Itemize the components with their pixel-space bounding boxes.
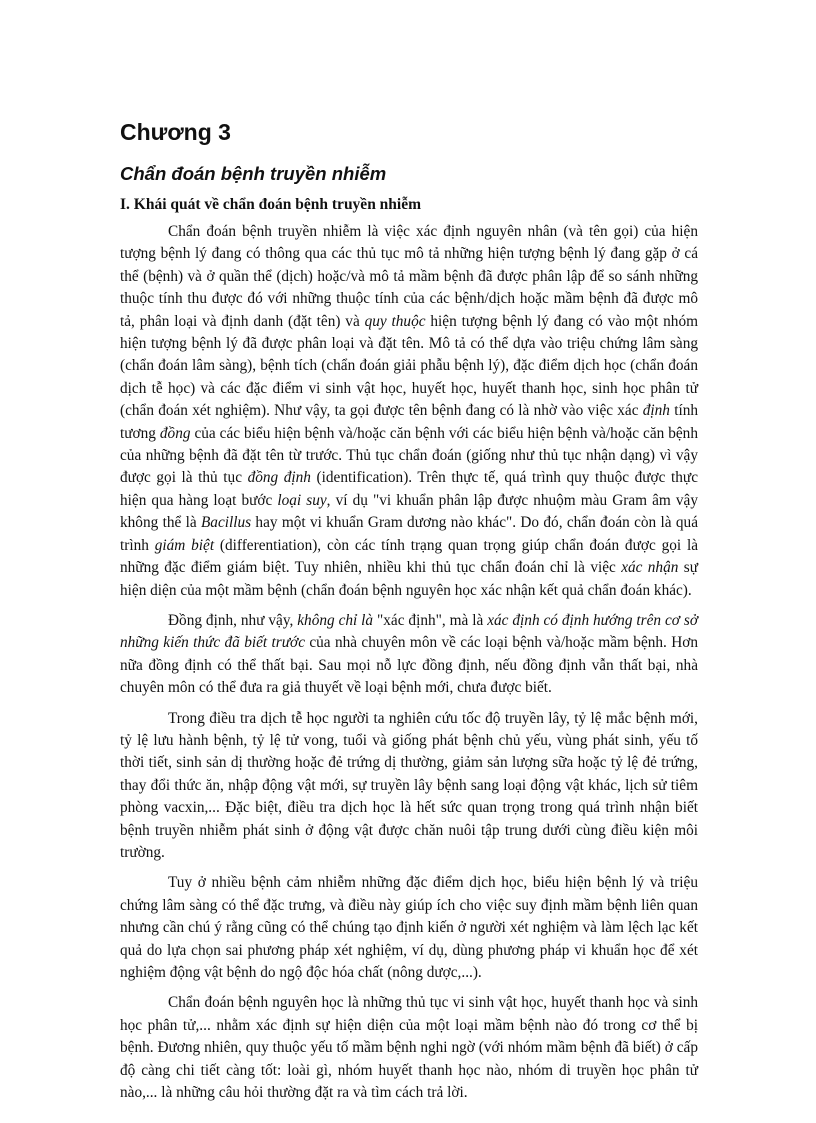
text-run: Tuy ở nhiều bệnh cảm nhiễm những đặc điểm dịch học, biểu hiện bệnh lý và triệu chứng lâm sàng có thể đặc trưng, và điều này giúp ích cho việc suy định mầm bệnh liên quan nhưng cần chú ý rằng cũng có thể chúng tạo định kiến ở người xét nghiệm và làm lệch lạc kết quả do lựa chọn sai phương pháp xét nghiệm, ví dụ, dùng phương pháp vi khuẩn học để xét nghiệm động vật bệnh do ngộ độc hóa chất (nông dược,...). xyxy=(120,874,698,981)
chapter-title: Chẩn đoán bệnh truyền nhiễm xyxy=(120,163,387,184)
body-paragraph xyxy=(120,221,698,602)
text-run: sự hiện diện của một mầm bệnh (chẩn đoán bệnh nguyên học xác nhận kết quả chẩn đoán khác). xyxy=(120,559,699,599)
chapter-number: Chương 3 xyxy=(120,119,231,145)
section-heading: I. Khái quát về chẩn đoán bệnh truyền nhiễm xyxy=(120,196,422,213)
text-run: tính tương xyxy=(120,402,698,442)
body-paragraph xyxy=(120,872,698,984)
italic-text: không chỉ là xyxy=(297,611,374,629)
body-paragraph xyxy=(120,992,698,1104)
italic-text: giám biệt xyxy=(154,536,215,554)
italic-text: đồng định xyxy=(247,469,311,487)
italic-text: quy thuộc xyxy=(364,312,426,330)
italic-text: Bacillus xyxy=(200,514,252,532)
italic-text: loại suy xyxy=(277,491,327,509)
page-content xyxy=(120,118,698,1112)
italic-text: đồng xyxy=(159,424,191,442)
text-run: (differentiation), còn các tính trạng quan trọng giúp chẩn đoán được gọi là những đặc điểm giám biệt. Tuy nhiên, nhiều khi thủ tục chẩn đoán chỉ là việc xyxy=(120,536,698,577)
text-run: hay một vi khuẩn Gram dương nào khác". Do đó, chẩn đoán còn là quá trình xyxy=(120,514,698,554)
italic-text: định xyxy=(642,402,670,420)
italic-text: xác định có định hướng trên cơ sở những kiến thức đã biết trước xyxy=(120,611,698,652)
body-paragraph xyxy=(120,610,698,700)
text-run: (identification). Trên thực tế, quá trình quy thuộc được thực hiện qua hàng loạt bước xyxy=(120,469,698,509)
text-run: hiện tượng bệnh lý đang có vào một nhóm hiện tượng bệnh lý đã được phân loại và đặt tên. Mô tả có thể dựa vào triệu chứng lâm sàng (chẩn đoán lâm sàng), bệnh tích (chẩn đoán giải phẫu bệnh lý), đặc điểm dịch học (chẩn đoán dịch tễ học) và các đặc điểm vi sinh vật học, huyết học, huyết thanh học, sinh học phân tử (chẩn đoán xét nghiệm). Như vậy, ta gọi được tên bệnh đang có là nhờ vào việc xác xyxy=(120,312,699,420)
text-run: Trong điều tra dịch tễ học người ta nghiên cứu tốc độ truyền lây, tỷ lệ mắc bệnh mới, tỷ lệ lưu hành bệnh, tỷ lệ tử vong, tuổi và giống phát bệnh chủ yếu, vùng phát sinh, yếu tố thời tiết, sinh sản dị thường hoặc đẻ trứng dị thường, giảm sản lượng sữa hoặc tỷ lệ đẻ trứng, thay đổi thức ăn, nhập động vật mới, sự truyền lây bệnh sang loại động vật khác, lịch sử tiêm phòng vacxin,... Đặc biệt, điều tra dịch học là hết sức quan trọng trong quá trình nhận biết bệnh truyền nhiễm phát sinh ở động vật được chăn nuôi tập trung dưới cùng điều kiện môi trường. xyxy=(120,709,698,861)
text-run: Chẩn đoán bệnh nguyên học là những thủ tục vi sinh vật học, huyết thanh học và sinh học phân tử,... nhằm xác định sự hiện diện của một loại mầm bệnh nào đó trong cơ thể bị bệnh. Đương nhiên, quy thuộc yếu tố mầm bệnh nghi ngờ (với nhóm mầm bệnh đã biết) ở cấp độ càng chi tiết càng tốt: loài gì, nhóm huyết thanh học nào, nhóm di truyền học phân tử nào,... là những câu hỏi thường đặt ra và tìm cách trả lời. xyxy=(120,994,698,1102)
text-run: "xác định", mà là xyxy=(373,611,488,629)
italic-text: xác nhận xyxy=(621,559,679,577)
text-run: của nhà chuyên môn về các loại bệnh và/hoặc mầm bệnh. Hơn nữa đồng định có thể thất bại. Sau mọi nỗ lực đồng định, nếu đồng định vẫn thất bại, nhà chuyên môn có thể đưa ra giả thuyết về loại bệnh mới, chưa được biết. xyxy=(120,634,698,697)
text-run: Đồng định, như vậy, xyxy=(168,611,298,629)
text-run: của các biểu hiện bệnh và/hoặc căn bệnh với các biểu hiện bệnh và/hoặc căn bệnh của những bệnh đã đặt tên từ trước. Thủ tục chẩn đoán (giống như thủ tục nhận dạng) vì vậy được gọi là thủ tục xyxy=(120,424,698,487)
text-run: , ví dụ "vi khuẩn phân lập được nhuộm màu Gram âm vậy không thể là xyxy=(120,491,698,532)
text-run: Chẩn đoán bệnh truyền nhiễm là việc xác định nguyên nhân (và tên gọi) của hiện tượng bệnh lý đang có thông qua các thủ tục mô tả những hiện tượng bệnh lý đang gặp ở cá thể (bệnh) và ở quần thể (dịch) hoặc/và mô tả mầm bệnh đã được phân lập để so sánh những thuộc tính thu được đó với những thuộc tính của các bệnh/dịch hoặc mầm bệnh đã được mô tả, phân loại và định danh (đặt tên) và xyxy=(120,223,698,330)
body-paragraph xyxy=(120,708,698,865)
body-text xyxy=(120,221,698,1104)
